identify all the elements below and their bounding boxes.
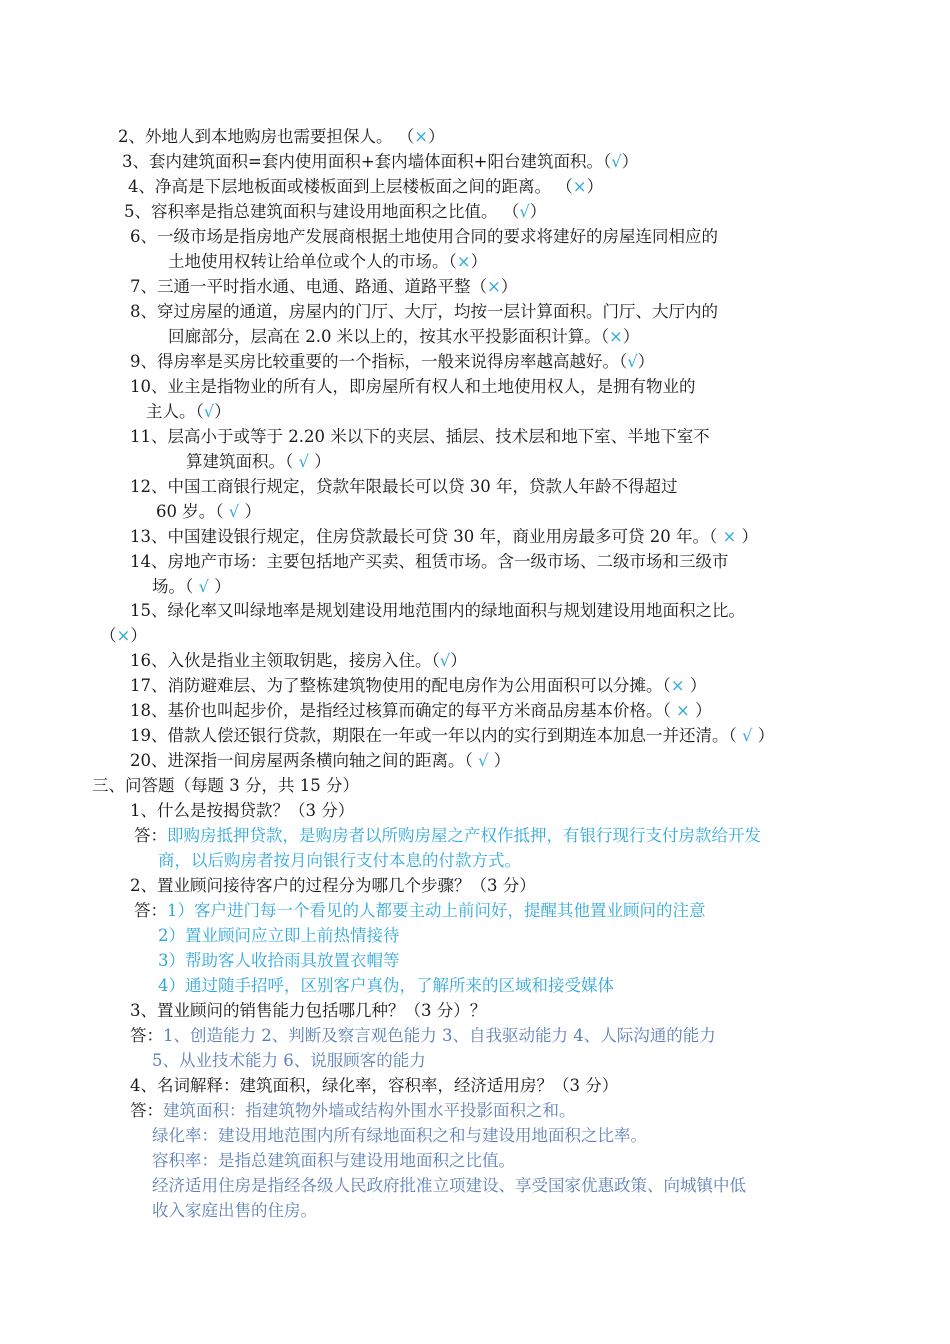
answer-mark: ×: [572, 177, 587, 196]
qa-question-3: 3、置业顾问的销售能力包括哪几种？（3 分）？: [130, 1001, 487, 1020]
qa-answer-4-line: 收入家庭出售的住房。: [152, 1201, 317, 1220]
answer-mark: ×: [414, 127, 429, 146]
tf-item-15-cont: （×）: [100, 626, 147, 645]
tf-item-9: 9、得房率是买房比较重要的一个指标，一般来说得房率越高越好。（√）: [130, 352, 655, 371]
tf-item-3: 3、套内建筑面积=套内使用面积+套内墙体面积+阳台建筑面积。（√）: [122, 152, 639, 171]
answer-mark: √: [611, 152, 622, 171]
qa-answer-2-line: 4）通过随手招呼，区别客户真伪，了解所来的区域和接受媒体: [158, 976, 614, 995]
tf-item-6: 6、一级市场是指房地产发展商根据土地使用合同的要求将建好的房屋连同相应的: [130, 227, 718, 246]
answer-mark: √: [478, 751, 489, 770]
tf-item-2: 2、外地人到本地购房也需要担保人。 （×）: [118, 127, 445, 146]
qa-answer-2-line: 3）帮助客人收拾雨具放置衣帽等: [158, 951, 400, 970]
answer-mark: √: [228, 502, 240, 521]
answer-mark: ×: [116, 626, 131, 645]
qa-answer-2-line: 2）置业顾问应立即上前热情接待: [158, 926, 400, 945]
answer-mark: ×: [487, 277, 501, 296]
tf-item-7: 7、三通一平时指水通、电通、路通、道路平整（×）: [130, 277, 518, 296]
qa-answer-4-line: 容积率：是指总建筑面积与建设用地面积之比值。: [152, 1151, 515, 1170]
qa-answer-4: 答：建筑面积：指建筑物外墙或结构外围水平投影面积之和。: [130, 1101, 576, 1120]
qa-question-2: 2、置业顾问接待客户的过程分为哪几个步骤？（3 分）: [130, 876, 536, 895]
answer-mark: ×: [722, 527, 737, 546]
qa-answer-2: 答：1）客户进门每一个看见的人都要主动上前问好，提醒其他置业顾问的注意: [134, 901, 706, 920]
qa-answer-4-line: 经济适用住房是指经各级人民政府批准立项建设、享受国家优惠政策、向城镇中低: [152, 1176, 746, 1195]
tf-item-5: 5、容积率是指总建筑面积与建设用地面积之比值。 （√）: [124, 202, 547, 221]
qa-answer-4-line: 绿化率：建设用地范围内所有绿地面积之和与建设用地面积之比率。: [152, 1126, 647, 1145]
answer-mark: ×: [608, 327, 623, 346]
tf-item-6-cont: 土地使用权转让给单位或个人的市场。（×）: [168, 252, 488, 271]
answer-mark: √: [627, 352, 638, 371]
answer-mark: ×: [670, 676, 685, 695]
answer-mark: √: [439, 651, 451, 670]
tf-item-4: 4、净高是下层地板面或楼板面到上层楼板面之间的距离。 （×）: [128, 177, 604, 196]
tf-item-8: 8、穿过房屋的通道，房屋内的门厅、大厅，均按一层计算面积。门厅、大厅内的: [130, 302, 718, 321]
tf-item-16: 16、入伙是指业主领取钥匙，接房入住。（√）: [130, 651, 467, 670]
qa-answer-3-line: 5、从业技术能力 6、说服顾客的能力: [152, 1051, 426, 1070]
answer-mark: ×: [676, 701, 690, 720]
answer-mark: √: [742, 726, 753, 745]
tf-item-13: 13、中国建设银行规定，住房贷款最长可贷 30 年，商业用房最多可贷 20 年。（ × ）: [130, 527, 759, 546]
qa-section-heading: 三、问答题（每题 3 分，共 15 分）: [92, 776, 359, 795]
answer-mark: √: [298, 452, 310, 471]
answer-mark: ×: [456, 252, 471, 271]
qa-question-1: 1、什么是按揭贷款？（3 分）: [130, 801, 355, 820]
tf-item-20: 20、进深指一间房屋两条横向轴之间的距离。（ √ ）: [130, 751, 511, 770]
tf-item-17: 17、消防避难层、为了整栋建筑物使用的配电房作为公用面积可以分摊。（× ）: [130, 676, 707, 695]
answer-mark: √: [198, 577, 210, 596]
tf-item-12-cont: 60 岁。（ √ ）: [156, 502, 262, 521]
answer-mark: √: [519, 202, 530, 221]
tf-item-14-cont: 场。（ √ ）: [152, 577, 231, 596]
tf-item-11: 11、层高小于或等于 2.20 米以下的夹层、插层、技术层和地下室、半地下室不: [130, 427, 710, 446]
tf-item-19: 19、借款人偿还银行贷款，期限在一年或一年以内的实行到期连本加息一并还清。（ √ ）: [130, 726, 775, 745]
tf-item-12: 12、中国工商银行规定，贷款年限最长可以贷 30 年，贷款人年龄不得超过: [130, 477, 678, 496]
qa-answer-1: 答：即购房抵押贷款，是购房者以所购房屋之产权作抵押，有银行现行支付房款给开发: [134, 826, 761, 845]
answer-mark: √: [203, 402, 215, 421]
tf-item-8-cont: 回廊部分，层高在 2.0 米以上的，按其水平投影面积计算。（×）: [168, 327, 640, 346]
tf-item-15: 15、绿化率又叫绿地率是规划建设用地范围内的绿地面积与规划建设用地面积之比。: [130, 601, 745, 620]
tf-item-10: 10、业主是指物业的所有人，即房屋所有权人和土地使用权人，是拥有物业的: [130, 377, 696, 396]
qa-answer-1-line: 商，以后购房者按月向银行支付本息的付款方式。: [158, 851, 521, 870]
tf-item-10-cont: 主人。（√）: [146, 402, 231, 421]
qa-answer-3: 答：1、创造能力 2、判断及察言观色能力 3、自我驱动能力 4、人际沟通的能力: [130, 1026, 716, 1045]
tf-item-11-cont: 算建筑面积。（ √ ）: [186, 452, 331, 471]
tf-item-14: 14、房地产市场：主要包括地产买卖、租赁市场。含一级市场、二级市场和三级市: [130, 552, 729, 571]
qa-question-4: 4、名词解释：建筑面积，绿化率，容积率，经济适用房？（3 分）: [130, 1076, 619, 1095]
tf-item-18: 18、基价也叫起步价，是指经过核算而确定的每平方米商品房基本价格。（ × ）: [130, 701, 712, 720]
